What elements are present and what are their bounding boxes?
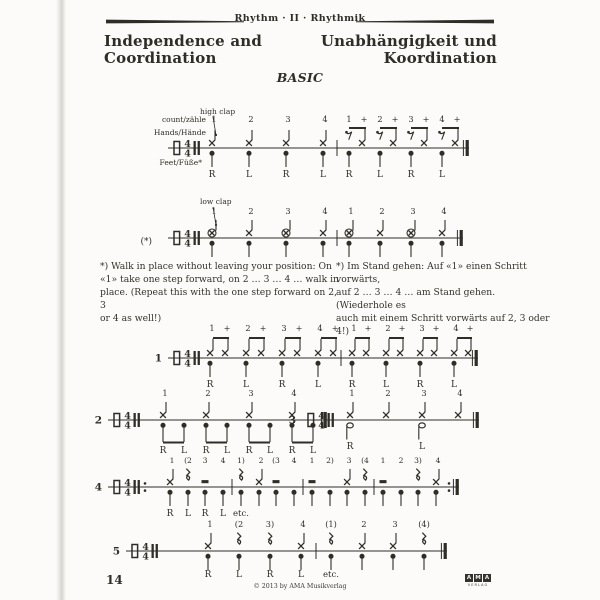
sticking-letter: L [320,170,326,180]
foot-note [291,490,296,495]
foot-note [220,490,225,495]
time-signature-bottom: 4 [124,487,131,499]
sticking-letter: L [315,380,321,390]
foot-note [246,423,251,428]
time-signature-top: 4 [142,542,149,553]
foot-note [203,423,208,428]
foot-note [377,241,382,246]
footnote-line: *) Im Stand gehen: Auf «1» einen Schritt vorwärts, [336,261,527,285]
foot-note [383,361,388,366]
footnote-line: *) Walk in place without leaving your position: On [100,261,332,272]
sticking-letter: R [345,170,353,180]
final-barline-thick [444,543,447,559]
time-signature-top: 4 [184,349,191,360]
footnote-english [100,260,342,325]
foot-note [246,151,251,156]
publisher-logo [463,574,493,587]
exercise-number: 3 [288,414,296,427]
sticking-letter: R [288,446,296,456]
time-signature-bottom: 4 [184,358,191,370]
count-label: 2 [248,114,254,124]
clef-bar [194,141,196,155]
count-label: + [360,114,368,124]
clef-bar [156,544,158,558]
clef-bar [198,141,200,155]
foot-note [267,423,272,428]
eighth-rest [378,132,383,140]
clef-bar [134,480,136,494]
count-label: + [391,114,399,124]
foot-note [398,490,403,495]
count-label: 2 [385,388,391,398]
foot-note [349,361,354,366]
count-label: 1 [211,114,217,124]
quarter-rest [268,533,272,544]
count-label: + [259,323,267,333]
count-label: + [422,114,430,124]
foot-note [283,241,288,246]
foot-note [417,361,422,366]
music-system-intro-low-clap [140,197,463,257]
foot-note [256,490,261,495]
sticking-letter: L [451,380,457,390]
count-label: 2 [398,456,404,465]
eighth-rest [347,132,352,140]
clef-bar [194,231,196,245]
time-signature-bottom: 4 [142,551,149,563]
count-label: + [398,323,406,333]
count-label: 2 [379,206,385,216]
quarter-rest [422,533,426,544]
foot-note [344,490,349,495]
count-label: 3 [248,388,254,398]
sticking-letter: R [416,380,424,390]
quarter-rest [239,469,243,480]
time-signature-top: 4 [184,139,191,150]
count-label: 4 [457,388,463,398]
count-label: 2 [385,323,391,333]
sticking-letter: R [166,509,174,519]
count-label: 2 [377,114,383,124]
foot-note [415,490,420,495]
sticking-letter: etc. [233,509,249,519]
footnote-line: or 4 as well!) [100,313,162,324]
quarter-rest [329,533,333,544]
foot-note [243,361,248,366]
count-label: 1) [237,456,245,465]
time-signature-top: 4 [124,478,131,489]
count-label: 2) [326,456,334,465]
sticking-letter: R [346,442,354,452]
exercise-prefix: (*) [140,237,152,247]
clef-bar [152,544,154,558]
count-label: + [331,323,339,333]
final-barline-thick [456,479,459,495]
sticking-letter: L [310,446,316,456]
clef-bar [198,351,200,365]
foot-note [309,490,314,495]
foot-note [207,361,212,366]
footnote-line: «1» take one step forward, on 2 … 3 … 4 … walk in [100,274,339,285]
foot-note [421,554,426,559]
count-label: (3 [272,456,280,465]
quarter-rest [416,469,420,480]
foot-note [320,241,325,246]
sticking-letter: L [246,170,252,180]
count-label: 3 [285,206,291,216]
time-signature-bottom: 4 [318,420,325,432]
exercise-number: 2 [94,414,102,427]
foot-note [451,361,456,366]
count-label: 4 [317,323,323,333]
clef-bar [138,413,140,427]
logo-letter: A [466,575,472,581]
foot-note [205,554,210,559]
count-label: 4 [300,519,306,529]
count-label: 4 [291,388,297,398]
exercise-number: 5 [112,545,120,558]
sticking-letter: R [282,170,290,180]
page-number: 14 [106,573,123,587]
count-label: 3 [392,519,398,529]
final-barline-thick [460,230,463,246]
count-label: 4 [453,323,459,333]
sticking-letter: L [439,170,445,180]
sticking-letter: R [245,446,253,456]
music-system-exercise-5 [113,519,447,580]
quarter-rest [237,533,241,544]
title-line: Koordination [383,49,497,67]
count-label: 1 [211,206,217,216]
count-label: 1 [209,323,215,333]
sticking-letter: L [377,170,383,180]
repeat-start-dot [144,482,147,485]
copyright-notice: © 2013 by AMA Musikverlag [253,583,347,590]
count-label: 3 [410,206,416,216]
count-label: + [466,323,474,333]
sticking-letter: R [266,570,274,580]
section-heading: BASIC [276,70,324,85]
staff-label: Feet/Füße* [159,158,202,167]
count-label: + [364,323,372,333]
half-rest [273,480,280,483]
time-signature-bottom: 4 [184,238,191,250]
count-label: 3 [421,388,427,398]
title-line: Unabhängigkeit und [320,32,497,50]
time-signature-bottom: 4 [124,420,131,432]
title-line: Independence and [104,32,263,50]
logo-letter-boxes [463,574,493,582]
count-label: 4 [220,456,226,465]
count-label: (4 [361,456,369,465]
count-label: 4 [441,206,447,216]
logo-subtitle: VERLAG [467,583,489,587]
sticking-letter: L [267,446,273,456]
count-label: 1 [348,206,354,216]
logo-letter: M [475,575,481,581]
count-label: 2 [361,519,367,529]
sticking-letter: R [202,446,210,456]
foot-note [377,151,382,156]
foot-note [328,554,333,559]
foot-note [346,151,351,156]
sticking-letter: R [206,380,214,390]
count-label: (4) [418,519,430,529]
chapter-tab: Rhythm · II · Rhythmik [234,13,366,24]
half-rest [202,480,209,483]
sticking-letter: R [407,170,415,180]
count-label: 4 [322,114,328,124]
count-label: (2 [234,519,244,529]
footnote-german [336,260,550,338]
count-label: 2 [205,388,211,398]
final-barline-thick [466,140,469,156]
count-label: 3 [281,323,287,333]
clef-bar [332,413,334,427]
foot-note [433,490,438,495]
count-label: 1 [309,456,315,465]
sticking-letter: L [419,442,425,452]
count-label: 1 [162,388,168,398]
sticking-letter: R [348,380,356,390]
foot-note [279,361,284,366]
foot-note [209,241,214,246]
time-signature-top: 4 [124,411,131,422]
foot-half-note [419,423,426,428]
count-label: 2 [258,456,264,465]
eighth-rest [409,132,414,140]
final-barline-thick [476,412,479,428]
foot-note [181,423,186,428]
count-label: 4 [439,114,445,124]
half-rest [309,480,316,483]
count-label: 1 [380,456,386,465]
quarter-rest [186,469,190,480]
repeat-end-dot [448,482,451,485]
repeat-start-dot [144,489,147,492]
clef-bar [138,480,140,494]
foot-note [408,241,413,246]
count-label: 4 [291,456,297,465]
foot-note [359,554,364,559]
count-label: + [453,114,461,124]
count-label: + [295,323,303,333]
count-label: 3) [265,519,275,529]
count-label: 2 [248,206,254,216]
foot-note [390,554,395,559]
logo-letter: A [484,575,490,581]
count-label: 3 [408,114,414,124]
sticking-letter: R [278,380,286,390]
sticking-letter: R [204,570,212,580]
annotation-label: low clap [200,197,232,206]
foot-note [439,151,444,156]
time-signature-top: 4 [184,229,191,240]
sticking-letter: L [298,570,304,580]
sticking-letter: R [201,509,209,519]
foot-note [167,490,172,495]
count-label: 3) [414,456,422,465]
sticking-letter: R [208,170,216,180]
clef-bar [134,413,136,427]
annotation-label: high clap [200,107,236,116]
count-label: 2 [245,323,251,333]
foot-note [408,151,413,156]
foot-note [273,490,278,495]
footnote-line: auch mit einem Schritt vorwärts auf 2, 3 oder 4!) [336,313,550,337]
foot-note [346,241,351,246]
exercise-number: 4 [94,481,102,494]
count-label: 1 [349,388,355,398]
foot-note [298,554,303,559]
foot-note [283,151,288,156]
sticking-letter: R [159,446,167,456]
foot-note [327,490,332,495]
time-signature-top: 4 [318,411,325,422]
clef-bar [328,413,330,427]
count-label: + [223,323,231,333]
count-label: 4 [435,456,441,465]
sticking-letter: L [185,509,191,519]
music-system-exercise-4 [95,456,459,519]
exercise-number: 1 [154,352,162,365]
eighth-rest [440,132,445,140]
count-label: (2 [184,456,192,465]
foot-note [380,490,385,495]
count-label: 4 [322,206,328,216]
count-label: 1 [351,323,357,333]
foot-note [439,241,444,246]
music-system-exercise-3 [289,388,479,452]
foot-note [362,490,367,495]
sticking-letter: L [220,509,226,519]
footnote-line: place. (Repeat this with the one step forward on 2, 3 [100,287,337,311]
count-label: (1) [325,519,337,529]
count-label: 3 [346,456,352,465]
foot-note [315,361,320,366]
clef-bar [194,351,196,365]
foot-note [160,423,165,428]
foot-note [236,554,241,559]
count-label: 3 [202,456,208,465]
count-label: 1 [346,114,352,124]
foot-note [202,490,207,495]
foot-note [320,151,325,156]
foot-note [224,423,229,428]
half-rest [380,480,387,483]
foot-half-note [347,423,354,428]
count-label: 3 [419,323,425,333]
final-barline-thick [475,350,478,366]
clef-bar [198,231,200,245]
foot-note [185,490,190,495]
staff-label: Hands/Hände [153,128,206,137]
sticking-letter: L [181,446,187,456]
count-label: 3 [285,114,291,124]
count-label: + [432,323,440,333]
sticking-letter: L [243,380,249,390]
foot-note [238,490,243,495]
sticking-letter: L [224,446,230,456]
footnote-line: auf 2 … 3 … 4 … am Stand gehen. (Wiederhole es [336,287,496,311]
count-label: 1 [207,519,213,529]
sticking-letter: L [236,570,242,580]
count-label: 1 [169,456,175,465]
foot-note [209,151,214,156]
repeat-end-dot [448,489,451,492]
sticking-letter: etc. [323,570,339,580]
music-system-intro-high-clap [154,107,469,180]
time-signature-bottom: 4 [184,148,191,160]
foot-note [267,554,272,559]
title-line: Coordination [104,49,217,67]
quarter-rest [363,469,367,480]
foot-note [246,241,251,246]
sticking-letter: L [383,380,389,390]
staff-label: count/zähle [161,115,206,124]
